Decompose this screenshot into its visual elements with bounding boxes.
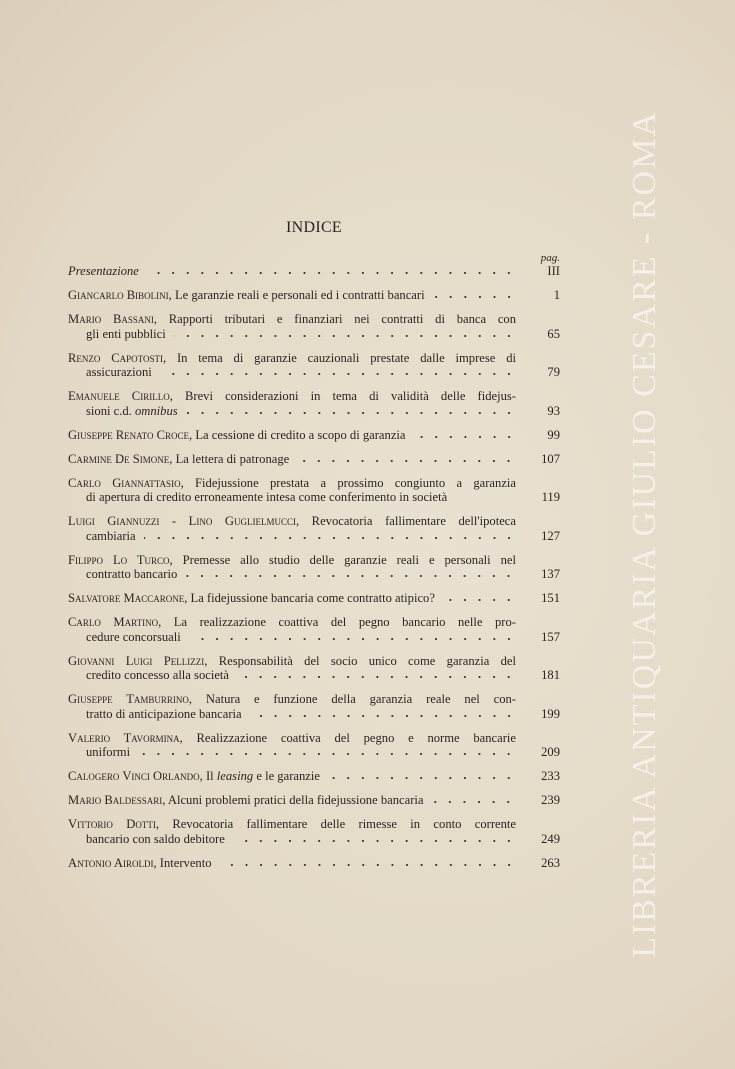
entry-title: cambiaria xyxy=(86,528,136,543)
entry-title: , La cessione di credito a scopo di garanzia xyxy=(189,427,406,442)
entry-author: Valerio Tavormina xyxy=(68,730,180,745)
entry-author: Calogero Vinci Orlando xyxy=(68,769,200,783)
entry-page-number: 127 xyxy=(541,528,560,543)
entry-title: , La fidejussione bancaria come contratto atipico? xyxy=(184,591,435,605)
entry-title: di apertura di credito erroneamente intesa come conferimento in società xyxy=(86,490,448,504)
toc-line xyxy=(68,707,560,722)
entry-page-number: 137 xyxy=(541,567,560,581)
dot-leader xyxy=(144,532,516,540)
entry-title: , Realizzazione coattiva del pegno e norme bancarie xyxy=(179,730,516,745)
toc-line xyxy=(68,856,560,871)
toc-entry xyxy=(68,428,560,443)
entry-text xyxy=(68,264,139,279)
toc-line xyxy=(68,490,560,505)
entry-title: , Revocatoria fallimentare delle rimesse in conto corrente xyxy=(155,817,516,831)
entry-title-italic: leasing xyxy=(216,769,254,783)
toc-line xyxy=(68,731,560,746)
entry-title: , Rapporti tributari e finanziari nei contratti di banca con xyxy=(153,312,516,326)
entry-text xyxy=(68,769,320,784)
entry-page-number: 107 xyxy=(541,451,560,466)
dot-leader xyxy=(431,796,516,804)
toc-line xyxy=(68,476,560,491)
toc-line xyxy=(68,428,560,443)
dot-leader xyxy=(147,267,516,275)
dot-leader xyxy=(233,835,516,843)
entry-text xyxy=(86,832,225,847)
entry-author: Carlo Martino xyxy=(68,615,159,629)
dot-leader xyxy=(186,407,516,415)
entry-author: Antonio Airoldi xyxy=(68,855,154,870)
dot-leader xyxy=(189,633,516,641)
entry-title: bancario con saldo debitore xyxy=(86,831,225,846)
toc-entry xyxy=(68,264,560,279)
dot-leader xyxy=(328,772,516,780)
dot-leader xyxy=(160,368,516,376)
toc-entry xyxy=(68,817,560,846)
entry-text xyxy=(86,529,136,544)
dot-leader xyxy=(174,330,516,338)
entry-text xyxy=(68,351,560,366)
toc-line xyxy=(68,654,560,669)
toc-line xyxy=(68,452,560,467)
page-title: INDICE xyxy=(285,219,342,236)
dot-leader xyxy=(297,455,516,463)
entry-text xyxy=(68,476,560,491)
entry-text xyxy=(86,630,181,645)
entry-title: , La lettera di patronage xyxy=(169,451,290,466)
entry-author: Mario Bassani xyxy=(68,312,154,326)
entry-page-number: 249 xyxy=(541,831,560,846)
entry-author: Renzo Capotosti xyxy=(68,350,163,365)
toc-entry xyxy=(68,389,560,418)
toc-entry xyxy=(68,288,560,303)
entry-title: contratto bancario xyxy=(86,567,178,581)
entry-text xyxy=(68,615,560,630)
entry-title: sioni c.d. xyxy=(86,403,135,418)
toc-line xyxy=(68,832,560,847)
toc-entry xyxy=(68,731,560,760)
toc-line xyxy=(68,514,560,529)
entry-title: , In tema di garanzie cauzionali prestate dalle imprese di xyxy=(162,350,516,365)
dot-leader xyxy=(138,748,516,756)
entry-author: Giuseppe Renato Croce xyxy=(68,427,190,442)
toc-line xyxy=(68,529,560,544)
entry-page-number: 119 xyxy=(541,490,560,504)
entry-text xyxy=(68,793,423,808)
toc-line xyxy=(68,351,560,366)
toc-line xyxy=(68,615,560,630)
table-of-contents xyxy=(68,253,560,880)
entry-page-number: 209 xyxy=(541,745,560,759)
entry-page-number: 239 xyxy=(541,793,560,807)
watermark: LIBRERIA ANTIQUARIA GIULIO CESARE - ROMA xyxy=(626,110,663,958)
toc-line xyxy=(68,692,560,707)
entry-title: , Il xyxy=(199,769,217,783)
toc-line xyxy=(68,769,560,784)
entry-author: Giovanni Luigi Pellizzi xyxy=(68,653,205,668)
dot-leader xyxy=(220,859,516,867)
entry-author: Emanuele Cirillo xyxy=(68,389,170,403)
entry-text xyxy=(68,591,435,606)
page-column-header: pag. xyxy=(540,252,560,264)
toc-entry xyxy=(68,793,560,808)
entry-title: uniformi xyxy=(86,745,131,759)
dot-leader xyxy=(433,291,516,299)
entry-page-number: 99 xyxy=(547,427,560,442)
entry-author: Luigi Giannuzzi - Lino Guglielmucci xyxy=(68,514,296,528)
toc-entry xyxy=(68,856,560,871)
toc-line xyxy=(68,404,560,419)
toc-line xyxy=(68,793,560,808)
dot-leader xyxy=(443,594,516,602)
entry-title: tratto di anticipazione bancaria xyxy=(86,706,242,721)
entry-text xyxy=(86,365,152,380)
entry-author: Salvatore Maccarone xyxy=(68,591,185,605)
entry-title-italic: Presentazione xyxy=(68,264,139,278)
toc-line xyxy=(68,817,560,832)
entry-author: Giuseppe Tamburrino xyxy=(68,692,189,706)
toc-line xyxy=(68,553,560,568)
entry-title: , Natura e funzione della garanzia reale nel con- xyxy=(188,692,517,706)
toc-line xyxy=(68,745,560,760)
entry-page-number: 1 xyxy=(553,288,560,302)
entry-title-italic: omnibus xyxy=(134,403,178,418)
entry-text xyxy=(86,745,130,760)
toc-entry xyxy=(68,769,560,784)
entry-page-number: 263 xyxy=(541,855,560,870)
dot-leader xyxy=(237,671,516,679)
toc-line xyxy=(68,567,560,582)
entry-page-number: 65 xyxy=(547,326,560,341)
toc-line xyxy=(68,630,560,645)
entry-text xyxy=(68,428,406,443)
entry-author: Giancarlo Bibolini xyxy=(68,288,169,302)
entry-text xyxy=(68,731,560,746)
entry-text xyxy=(68,514,560,529)
entry-text xyxy=(86,404,178,419)
toc-entry xyxy=(68,514,560,543)
dot-leader xyxy=(185,570,516,578)
entry-text xyxy=(68,389,560,404)
entry-text xyxy=(68,312,560,327)
entry-text xyxy=(86,707,242,722)
entry-author: Mario Baldessari xyxy=(68,793,163,807)
entry-title: , Alcuni problemi pratici della fidejussione bancaria xyxy=(162,793,424,807)
toc-entry xyxy=(68,351,560,380)
entry-text xyxy=(86,327,166,342)
entry-title: , Le garanzie reali e personali ed i contratti bancari xyxy=(168,288,425,302)
entry-title: , Premesse allo studio delle garanzie reali e personali nel xyxy=(169,552,516,567)
entry-author: Carmine De Simone xyxy=(68,451,170,466)
toc-line xyxy=(68,591,560,606)
entry-title: e le garanzie xyxy=(253,769,320,783)
entry-page-number: 151 xyxy=(541,591,560,605)
entry-title: , Brevi considerazioni in tema di validità delle fidejus- xyxy=(169,389,516,403)
toc-entries xyxy=(68,264,560,870)
entry-text xyxy=(86,567,177,582)
toc-entry xyxy=(68,692,560,721)
entry-page-number: 79 xyxy=(547,365,560,379)
toc-line xyxy=(68,288,560,303)
dot-leader xyxy=(414,431,516,439)
toc-entry xyxy=(68,553,560,582)
toc-line xyxy=(68,327,560,342)
entry-title: , Intervento xyxy=(153,855,212,870)
entry-text xyxy=(68,288,425,303)
entry-title: , Responsabilità del socio unico come garanzia del xyxy=(204,653,516,668)
toc-line xyxy=(68,312,560,327)
entry-author: Vittorio Dotti xyxy=(68,817,156,831)
entry-text xyxy=(68,692,560,707)
entry-author: Carlo Giannattasio xyxy=(68,475,181,490)
entry-text xyxy=(86,490,447,505)
entry-page-number: 157 xyxy=(541,629,560,644)
entry-text xyxy=(68,654,560,669)
toc-line xyxy=(68,389,560,404)
entry-text xyxy=(68,817,560,832)
toc-entry xyxy=(68,476,560,505)
entry-text xyxy=(68,553,560,568)
toc-line xyxy=(68,264,560,279)
toc-entry xyxy=(68,654,560,683)
entry-title: , La realizzazione coattiva del pegno bancario nelle pro- xyxy=(158,615,516,629)
entry-page-number: 181 xyxy=(541,668,560,682)
toc-entry xyxy=(68,452,560,467)
entry-title: credito concesso alla società xyxy=(86,668,230,682)
entry-text xyxy=(68,452,289,467)
toc-entry xyxy=(68,312,560,341)
entry-page-number: 93 xyxy=(547,403,560,418)
entry-title: gli enti pubblici xyxy=(86,326,166,341)
entry-author: Filippo Lo Turco xyxy=(68,552,170,567)
entry-page-number: 199 xyxy=(541,706,560,721)
entry-text xyxy=(86,668,229,683)
entry-page-number: III xyxy=(547,264,560,278)
entry-title: , Revocatoria fallimentare dell'ipoteca xyxy=(295,514,516,528)
toc-line xyxy=(68,668,560,683)
entry-text xyxy=(68,856,212,871)
entry-title: cedure concorsuali xyxy=(86,629,181,644)
toc-line xyxy=(68,365,560,380)
entry-title: , Fidejussione prestata a prossimo congiunto a garanzia xyxy=(180,475,516,490)
toc-entry xyxy=(68,591,560,606)
toc-entry xyxy=(68,615,560,644)
dot-leader xyxy=(250,710,516,718)
entry-page-number: 233 xyxy=(541,769,560,783)
entry-title: assicurazioni xyxy=(86,365,152,379)
